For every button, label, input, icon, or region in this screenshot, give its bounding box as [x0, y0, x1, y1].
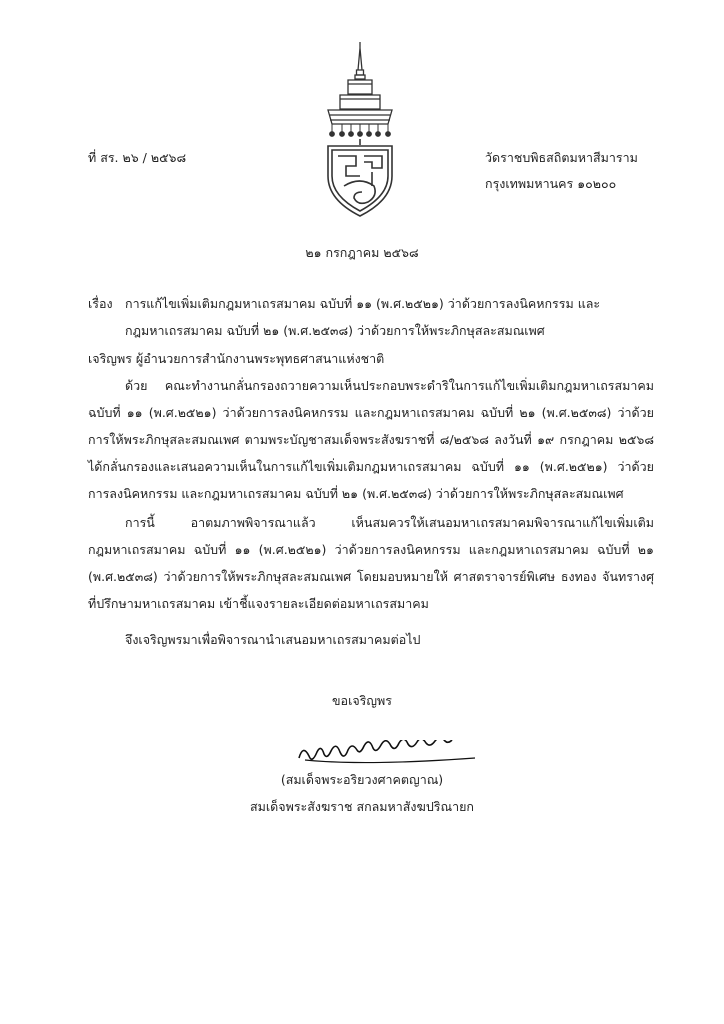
signatory-title: สมเด็จพระสังฆราช สกลมหาสังฆปริณายก — [250, 799, 474, 814]
paragraph-1-line: การลงนิคหกรรม และกฎมหาเถรสมาคม ฉบับที่ ๒๑ (พ.ศ.๒๕๓๘) ว่าด้วยการให้พระภิกษุสละสมณเพศ — [88, 486, 624, 501]
signature-icon — [295, 740, 485, 766]
closing-greeting: ขอเจริญพร — [332, 693, 392, 708]
reference-number: ที่ สร. ๒๖ / ๒๕๖๘ — [88, 150, 187, 165]
temple-emblem-icon — [322, 40, 398, 218]
salutation: เจริญพร ผู้อำนวยการสำนักงานพระพุทธศาสนาแห่งชาติ — [88, 351, 385, 366]
paragraph-2-line: กฎมหาเถรสมาคม ฉบับที่ ๑๑ (พ.ศ.๒๕๒๑) ว่าด้วยการลงนิคหกรรม และกฎมหาเถรสมาคม ฉบับที่ ๒๑ — [88, 542, 654, 557]
document-date: ๒๑ กรกฎาคม ๒๕๖๘ — [305, 245, 419, 260]
subject-label: เรื่อง — [88, 296, 113, 311]
paragraph-1-line: ฉบับที่ ๑๑ (พ.ศ.๒๕๒๑) ว่าด้วยการลงนิคหกรรม และกฎมหาเถรสมาคม ฉบับที่ ๒๑ (พ.ศ.๒๕๓๘) ว่าด้วย — [88, 405, 654, 420]
paragraph-1-line: การให้พระภิกษุสละสมณเพศ ตามพระบัญชาสมเด็จพระสังฆราชที่ ๘/๒๕๖๘ ลงวันที่ ๑๙ กรกฎาคม ๒๕๖๘ — [88, 432, 654, 447]
address-line-2: กรุงเทพมหานคร ๑๐๒๐๐ — [485, 176, 617, 191]
paragraph-2-line: (พ.ศ.๒๕๓๘) ว่าด้วยการให้พระภิกษุสละสมณเพศ โดยมอบหมายให้ ศาสตราจารย์พิเศษ ธงทอง จันทรางศุ — [88, 569, 654, 584]
paragraph-2-line: การนี้ อาตมภาพพิจารณาแล้ว เห็นสมควรให้เสนอมหาเถรสมาคมพิจารณาแก้ไขเพิ่มเติม — [125, 515, 654, 530]
paragraph-3: จึงเจริญพรมาเพื่อพิจารณานำเสนอมหาเถรสมาคมต่อไป — [125, 632, 421, 647]
subject-line-1: การแก้ไขเพิ่มเติมกฎมหาเถรสมาคม ฉบับที่ ๑๑ (พ.ศ.๒๕๒๑) ว่าด้วยการลงนิคหกรรม และ — [125, 296, 601, 311]
signatory-name: (สมเด็จพระอริยวงศาคตญาณ) — [280, 772, 444, 787]
subject-line-2: กฎมหาเถรสมาคม ฉบับที่ ๒๑ (พ.ศ.๒๕๓๘) ว่าด้วยการให้พระภิกษุสละสมณเพศ — [125, 323, 545, 338]
paragraph-1-line: ด้วย คณะทำงานกลั่นกรองถวายความเห็นประกอบพระดำริในการแก้ไขเพิ่มเติมกฎมหาเถรสมาคม — [125, 378, 654, 393]
paragraph-1-line: ได้กลั่นกรองและเสนอความเห็นในการแก้ไขเพิ่มเติมกฎมหาเถรสมาคม ฉบับที่ ๑๑ (พ.ศ.๒๕๒๑) ว่าด้วย — [88, 459, 654, 474]
address-line-1: วัดราชบพิธสถิตมหาสีมาราม — [485, 150, 638, 165]
paragraph-2-line: ที่ปรึกษามหาเถรสมาคม เข้าชี้แจงรายละเอียดต่อมหาเถรสมาคม — [88, 596, 429, 611]
